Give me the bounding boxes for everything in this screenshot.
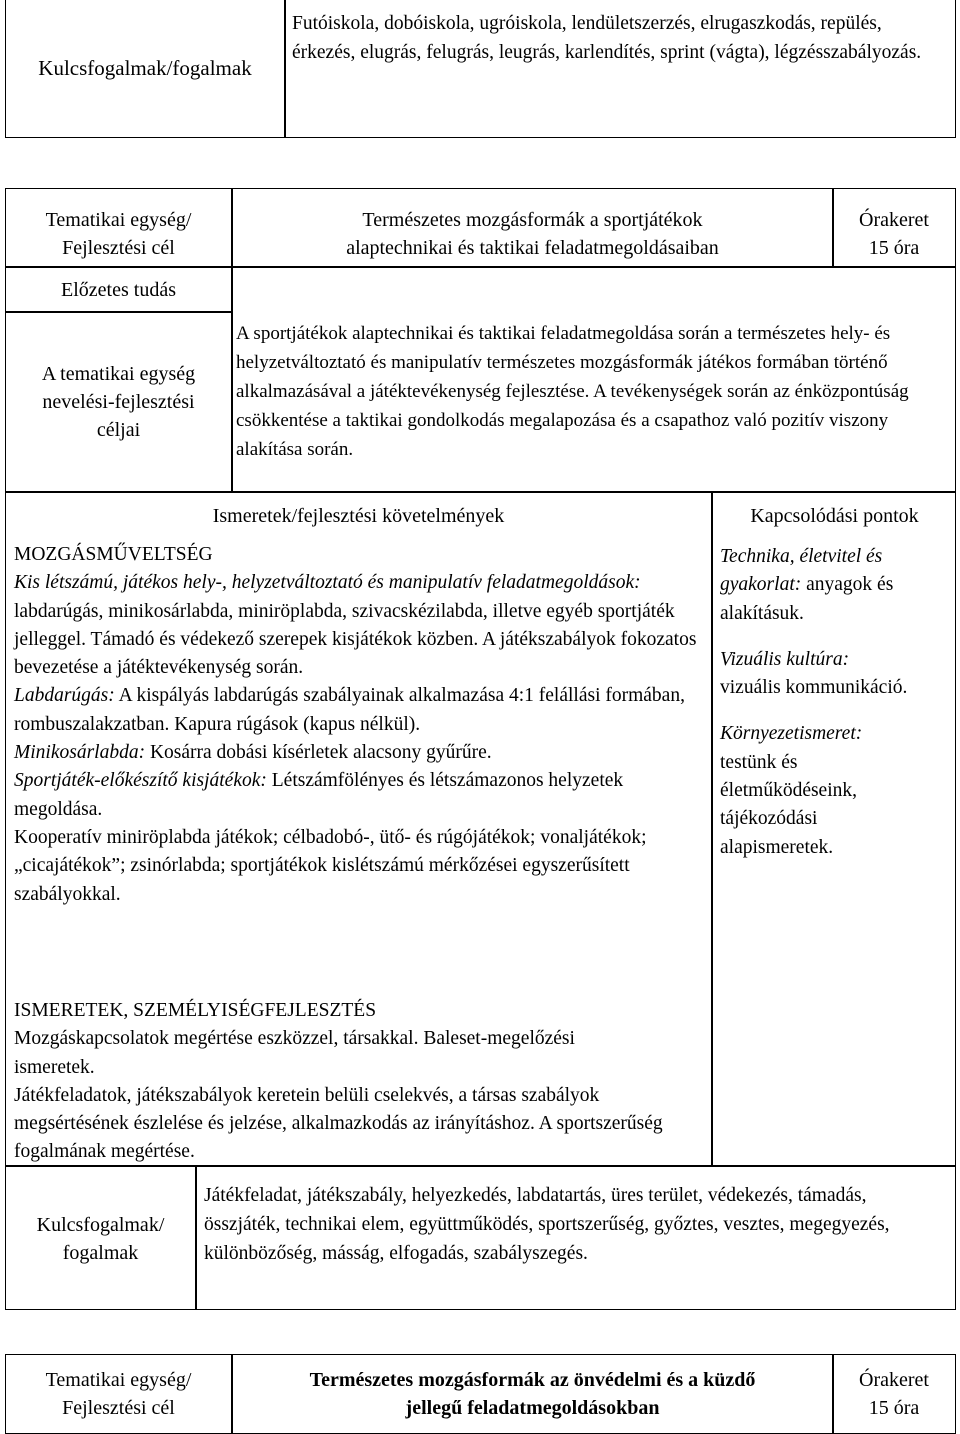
links-header: Kapcsolódási pontok xyxy=(750,505,919,527)
movement-item-4 xyxy=(14,767,704,824)
movement-item-2-text: A kispályás labdarúgás szabályainak alkalmazása 4:1 felállási formában, rombuszalakzatban. Kapura rúgások (kapus nélkül). xyxy=(14,685,685,735)
movement-item-3-text: Kosárra dobási kísérletek alacsony gyűrűre. xyxy=(145,742,492,764)
link-item-2-label: Vizuális kultúra: xyxy=(720,648,850,670)
goals-label-line-3: céljai xyxy=(96,419,141,441)
link-item-1-text: anyagok és alakításuk. xyxy=(720,574,894,624)
personality-item-1: Mozgáskapcsolatok megértése eszközzel, társakkal. Baleset-megelőzési ismeretek. xyxy=(14,1028,575,1078)
unit-label xyxy=(6,204,231,264)
key-concepts-label-line-2: fogalmak xyxy=(62,1241,139,1264)
next-unit-title xyxy=(233,1366,832,1422)
link-item-3 xyxy=(720,720,905,861)
hours-cell xyxy=(833,204,955,264)
link-item-1 xyxy=(720,543,950,628)
movement-item-1-label: Kis létszámú, játékos hely-, helyzetváltoztató és manipulatív feladatmegoldások: xyxy=(14,572,641,594)
personality-title: ISMERETEK, SZEMÉLYISÉGFEJLESZTÉS xyxy=(14,1000,377,1021)
unit-col-line-4 xyxy=(195,1165,197,1310)
link-item-3-text: testünk és életműködéseink, tájékozódási alapismeretek. xyxy=(720,751,858,858)
goals-label-line-1: A tematikai egység xyxy=(41,363,196,385)
unit-title-line-2: alaptechnikai és taktikai feladatmegoldásaiban xyxy=(346,237,719,259)
next-unit-label-line-2: Fejlesztési cél xyxy=(62,1397,175,1419)
hours-value: 15 óra xyxy=(868,237,920,259)
key-concepts-label-line-1: Kulcsfogalmak/ xyxy=(36,1213,165,1236)
key-concepts-label xyxy=(6,1167,195,1310)
link-item-2-text: vizuális kommunikáció. xyxy=(720,677,908,699)
hours-label: Órakeret xyxy=(859,209,929,231)
unit-label-line-1: Tematikai egység/ xyxy=(45,209,192,231)
knowledge-content xyxy=(14,541,704,909)
movement-item-4-label: Sportjáték-előkészítő kisjátékok: xyxy=(14,770,267,792)
next-unit-hours-value: 15 óra xyxy=(868,1397,920,1419)
movement-item-5: Kooperatív miniröplabda játékok; célbadobó-, ütő- és rúgójátékok; vonaljátékok; „cicajátékok”; zsinórlabda; sportjátékok kislétszámú mérkőzései egyszerűsített szabályokkal. xyxy=(14,826,647,905)
personality-content xyxy=(14,997,704,1167)
movement-item-4-text: Létszámfölényes és létszámazonos helyzetek megoldása. xyxy=(14,770,624,820)
movement-item-3 xyxy=(14,739,704,767)
movement-item-1 xyxy=(14,569,704,682)
top-key-concepts-label: Kulcsfogalmak/fogalmak xyxy=(38,56,252,80)
next-unit-hours-label: Órakeret xyxy=(859,1369,929,1391)
next-unit-hours xyxy=(833,1366,955,1422)
movement-item-3-label: Minikosárlabda: xyxy=(14,742,146,764)
prior-knowledge-label: Előzetes tudás xyxy=(61,278,176,301)
movement-title: MOZGÁSMŰVELTSÉG xyxy=(14,544,213,565)
next-unit-title-line-2: jellegű feladatmegoldásokban xyxy=(405,1397,660,1419)
link-item-3-label: Környezetismeret: xyxy=(720,723,863,745)
unit-title-line-1: Természetes mozgásformák a sportjátékok xyxy=(362,209,703,231)
movement-item-2 xyxy=(14,682,704,739)
top-key-concepts-text: Futóiskola, dobóiskola, ugróiskola, lendületszerzés, elrugaszkodás, repülés, érkezés, elugrás, felugrás, leugrás, karlendítés, sprint (vágta), légzésszabályozás. xyxy=(292,13,922,63)
next-unit-label xyxy=(6,1366,231,1422)
links-content xyxy=(720,543,950,862)
goals-label-line-2: nevelési-fejlesztési xyxy=(42,391,195,413)
unit-label-line-2: Fejlesztési cél xyxy=(62,237,175,259)
next-unit-title-line-1: Természetes mozgásformák az önvédelmi és a küzdő xyxy=(309,1369,756,1391)
unit-col-line-3 xyxy=(711,491,713,1165)
top-table-divider xyxy=(284,0,286,138)
next-unit-label-line-1: Tematikai egység/ xyxy=(45,1369,192,1391)
unit-title xyxy=(233,204,832,264)
movement-item-1-text: labdarúgás, minikosárlabda, miniröplabda, szivacskézilabda, illetve egyéb sportjáték jelleggel. Támadó és védekező szerepek kisjátékok közben. A játékszabályok fokozatos bevezetése a játéktevékenység során. xyxy=(14,600,697,679)
personality-item-2: Játékfeladatok, játékszabályok keretein belüli cselekvés, a társas szabályok megsértésének észlelése és jelzése, alkalmazkodás az irányításhoz. A sportszerűség fogalmának megértése. xyxy=(14,1084,663,1163)
link-item-2 xyxy=(720,646,950,703)
goals-label xyxy=(6,313,231,491)
unit-row-line-3 xyxy=(5,491,956,493)
key-concepts-text: Játékfeladat, játékszabály, helyezkedés, labdatartás, üres terület, védekezés, támadás, összjáték, technikai elem, együttműködés, sportszerűség, győztes, vesztes, megegyezés, különbözőség, másság, elfogadás, szabályszegés. xyxy=(204,1185,890,1264)
movement-item-2-label: Labdarúgás: xyxy=(14,685,115,707)
link-item-1-label: Technika, életvitel és gyakorlat: xyxy=(720,546,883,596)
knowledge-header: Ismeretek/fejlesztési követelmények xyxy=(212,505,505,527)
goals-text: A sportjátékok alaptechnikai és taktikai feladatmegoldása során a természetes hely- és helyzetváltoztató és manipulatív természetes mozgásformák játékos formában történő alkalmazásával a játéktevékenység fejlesztése. A tevékenységek során az énközpontúság csökkentése a taktikai gondolkodás megalapozása és a csapathoz való pozitív viszony alakítása során. xyxy=(236,323,909,460)
